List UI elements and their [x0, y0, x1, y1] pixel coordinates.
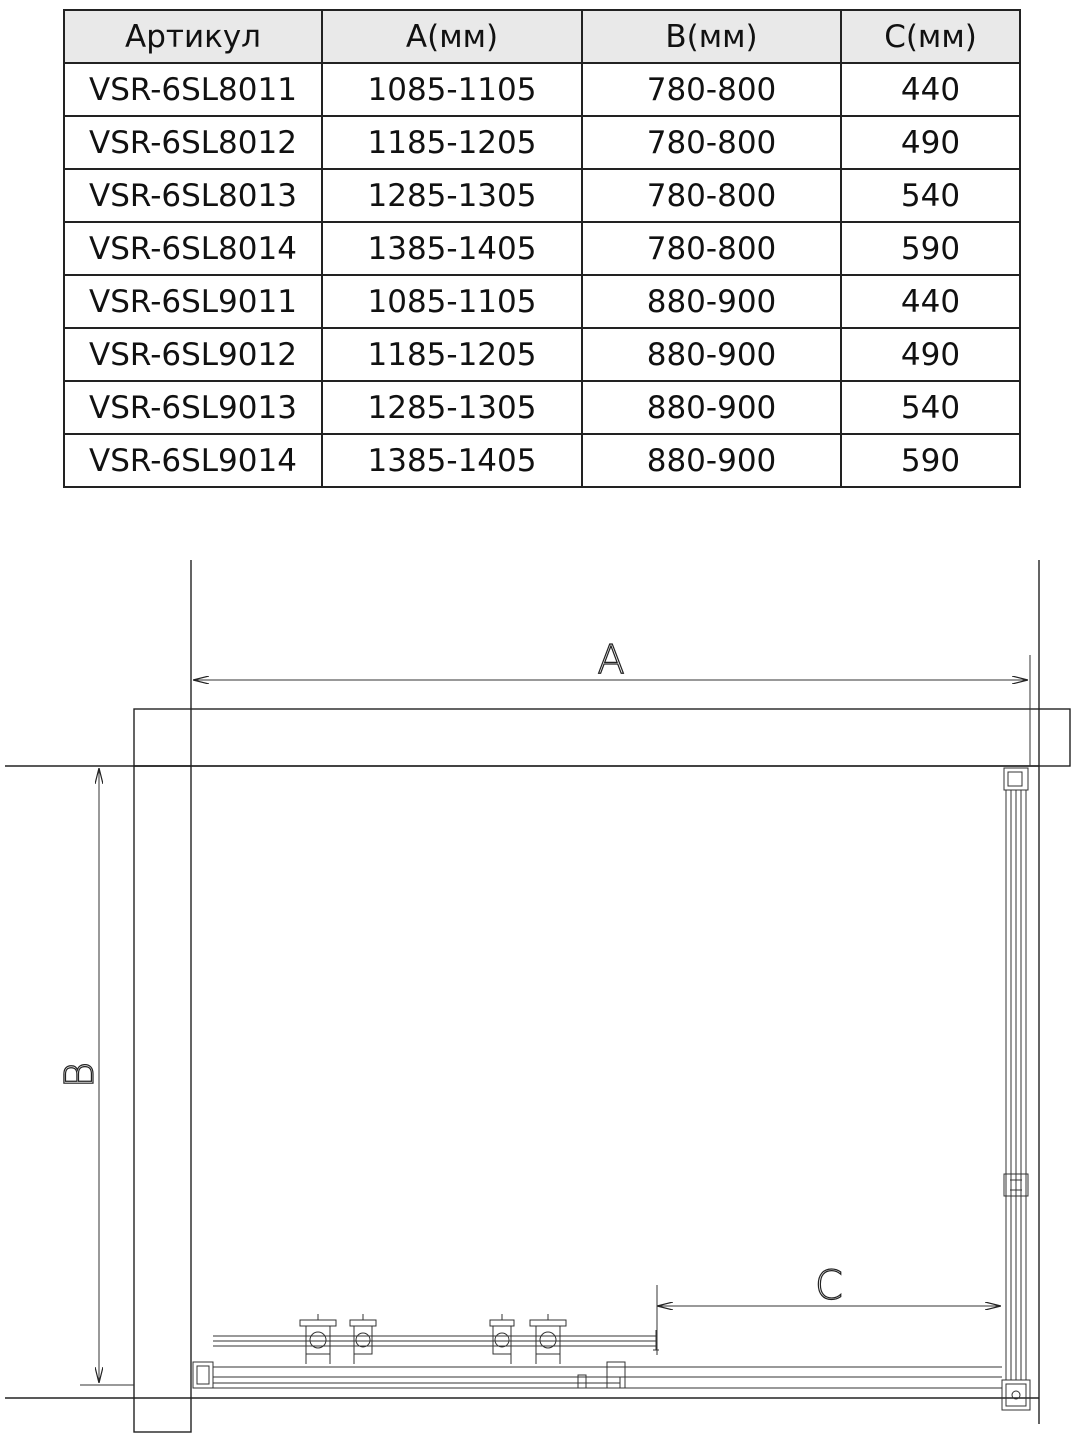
cell-a: 1285-1305 [322, 169, 582, 222]
cell-b: 880-900 [582, 381, 841, 434]
cell-a: 1285-1305 [322, 381, 582, 434]
table-row [64, 116, 1020, 169]
cell-c: 590 [841, 222, 1020, 275]
cell-article: VSR-6SL8014 [64, 222, 322, 275]
cell-b: 780-800 [582, 222, 841, 275]
cell-c: 590 [841, 434, 1020, 487]
dimension-b-label: B [57, 1061, 103, 1089]
cell-c: 540 [841, 169, 1020, 222]
back-wall [134, 709, 1070, 766]
dimension-b [57, 768, 103, 1383]
dimension-a-label: A [597, 637, 625, 683]
table-row [64, 222, 1020, 275]
cell-article: VSR-6SL9011 [64, 275, 322, 328]
top-bracket-inner [1008, 772, 1022, 786]
cell-article: VSR-6SL9012 [64, 328, 322, 381]
table-row [64, 275, 1020, 328]
cell-b: 780-800 [582, 116, 841, 169]
roller [490, 1314, 514, 1364]
roller [350, 1314, 376, 1364]
cell-b: 780-800 [582, 63, 841, 116]
sliding-door-assembly [193, 1314, 1002, 1388]
dimension-c [657, 1263, 1001, 1355]
cell-b: 780-800 [582, 169, 841, 222]
cell-a: 1185-1205 [322, 116, 582, 169]
dimension-a [193, 637, 1030, 766]
cell-article: VSR-6SL9014 [64, 434, 322, 487]
header-article: Артикул [64, 10, 322, 63]
cell-b: 880-900 [582, 328, 841, 381]
cell-a: 1185-1205 [322, 328, 582, 381]
cell-b: 880-900 [582, 434, 841, 487]
table-row [64, 63, 1020, 116]
cell-c: 490 [841, 328, 1020, 381]
cell-a: 1085-1105 [322, 63, 582, 116]
header-c: С(мм) [841, 10, 1020, 63]
header-a: А(мм) [322, 10, 582, 63]
side-glass-panel [1002, 768, 1030, 1410]
cell-a: 1085-1105 [322, 275, 582, 328]
door-stop [607, 1362, 625, 1388]
cell-a: 1385-1405 [322, 434, 582, 487]
roller [300, 1314, 336, 1364]
cell-c: 440 [841, 275, 1020, 328]
cell-c: 490 [841, 116, 1020, 169]
cell-c: 540 [841, 381, 1020, 434]
side-wall [134, 766, 191, 1432]
header-b: В(мм) [582, 10, 841, 63]
dimension-c-label: C [815, 1263, 843, 1309]
shower-enclosure-drawing [0, 540, 1080, 1438]
cell-article: VSR-6SL8011 [64, 63, 322, 116]
cell-c: 440 [841, 63, 1020, 116]
cell-b: 880-900 [582, 275, 841, 328]
cell-article: VSR-6SL9013 [64, 381, 322, 434]
cell-article: VSR-6SL8013 [64, 169, 322, 222]
wall-outline [5, 560, 1070, 1432]
cell-a: 1385-1405 [322, 222, 582, 275]
table-header-row [64, 10, 1020, 63]
cell-article: VSR-6SL8012 [64, 116, 322, 169]
spec-table [63, 9, 1021, 488]
table-row [64, 169, 1020, 222]
table-row [64, 328, 1020, 381]
table-row [64, 381, 1020, 434]
table-row [64, 434, 1020, 487]
roller [530, 1314, 566, 1364]
